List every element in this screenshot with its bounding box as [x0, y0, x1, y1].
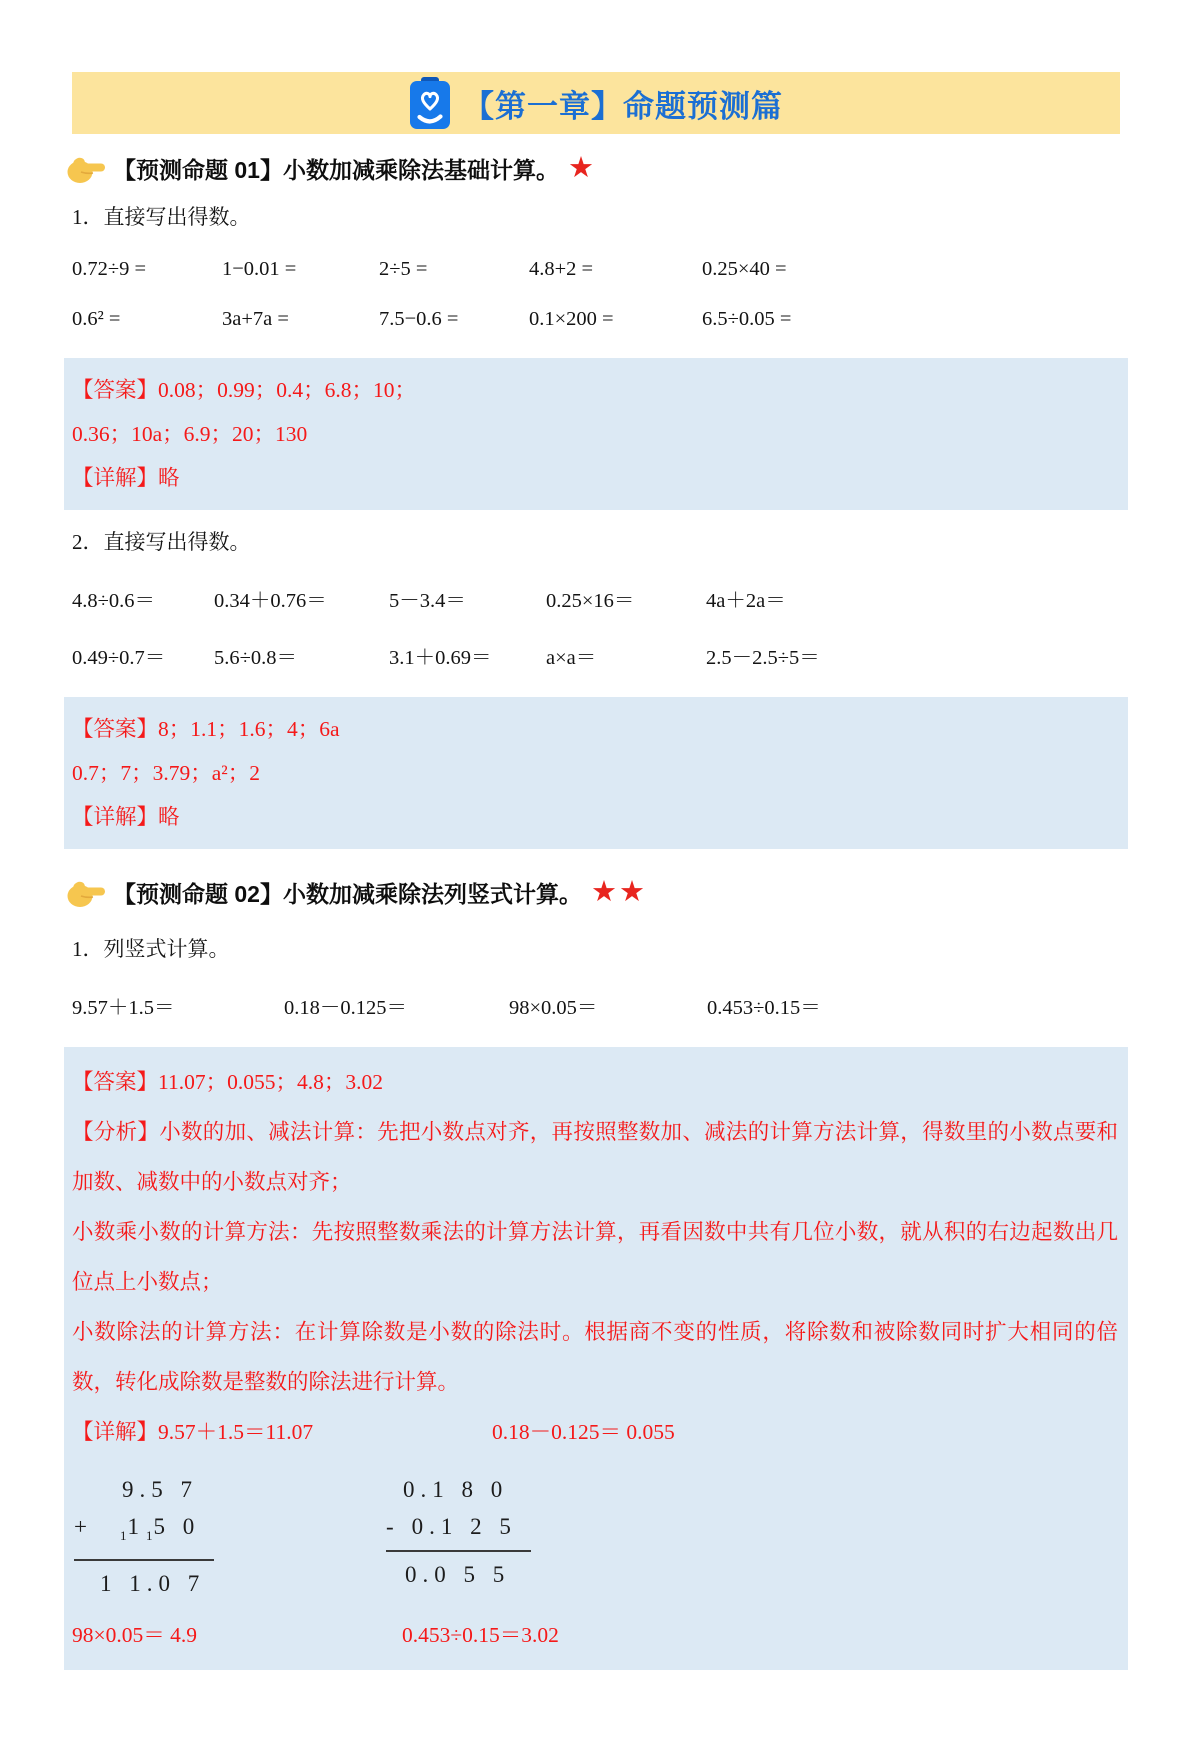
section-title: 【预测命题 02】小数加减乘除法列竖式计算。 [113, 880, 582, 907]
math-row [72, 258, 1120, 281]
math-expression: 0.453÷0.15＝ [707, 997, 821, 1019]
math-expression: 5－3.4＝ [389, 590, 466, 612]
vertical-addition-operands [74, 1471, 214, 1561]
sum-row: 1 1.0 7 [100, 1571, 206, 1596]
math-expression: 5.6÷0.8＝ [214, 647, 298, 669]
detail-label: 【详解】 [72, 1420, 159, 1444]
section-title: 【预测命题 01】小数加减乘除法基础计算。 [113, 156, 559, 183]
math-expression: 3.1＋0.69＝ [389, 647, 492, 669]
math-expression: 0.1×200 = [529, 308, 614, 330]
detail-equation: 98×0.05＝ 4.9 [72, 1623, 198, 1647]
math-row [72, 990, 1120, 1020]
pointing-right-hand-icon [66, 875, 106, 909]
subtrahend-digits: 0.1 2 5 [411, 1514, 517, 1539]
addend-row-with-carries [74, 1508, 200, 1554]
math-expression: 0.6² = [72, 308, 121, 330]
difficulty-star-icon: ★ [567, 151, 596, 184]
section-heading-01 [66, 151, 1120, 185]
plus-operator: + [74, 1514, 93, 1539]
math-expression: 0.49÷0.7＝ [72, 647, 166, 669]
math-expression: 4.8÷0.6＝ [72, 590, 156, 612]
addend-digit: 1 [127, 1514, 145, 1539]
answer-line: 【答案】11.07；0.055；4.8；3.02 [72, 1070, 383, 1094]
detail-line: 【详解】略 [72, 466, 180, 490]
question-title: 1．直接写出得数。 [72, 205, 251, 229]
math-expression: a×a＝ [546, 647, 597, 669]
math-expression: 2.5－2.5÷5＝ [706, 647, 820, 669]
addend-row: 9.5 7 [122, 1477, 198, 1502]
minus-operator: - [386, 1514, 400, 1539]
detail-equation: 0.18－0.125＝ 0.055 [492, 1420, 675, 1444]
math-row [72, 308, 1120, 331]
analysis-paragraph: 【分析】小数的加、减法计算：先把小数点对齐，再按照整数加、减法的计算方法计算，得数里的小数点要和加数、减数中的小数点对齐； [72, 1120, 1118, 1194]
carry-digit: 1 [119, 1528, 127, 1543]
chapter-title: 【第一章】命题预测篇 [463, 88, 783, 124]
math-expression: 0.25×40 = [702, 258, 787, 280]
difficulty-star-icon: ★★ [590, 875, 647, 908]
math-expression: 0.34＋0.76＝ [214, 590, 327, 612]
pointing-right-hand-icon [66, 151, 106, 185]
math-expression: 4.8+2 = [529, 258, 594, 280]
math-expression: 4a＋2a＝ [706, 590, 786, 612]
question-title: 1．列竖式计算。 [72, 937, 230, 961]
math-expression: 9.57＋1.5＝ [72, 997, 175, 1019]
math-row [72, 583, 1120, 613]
addend-digits: 5 0 [153, 1514, 201, 1539]
worksheet-content [0, 151, 1191, 1670]
math-expression: 0.72÷9 = [72, 258, 147, 280]
analysis-paragraph: 小数除法的计算方法：在计算除数是小数的除法时。根据商不变的性质，将除数和被除数同时扩大相同的倍数，转化成除数是整数的除法进行计算。 [72, 1320, 1118, 1394]
heart-hand-badge-icon [409, 76, 451, 130]
math-expression: 2÷5 = [379, 258, 428, 280]
detail-equation [72, 1407, 492, 1457]
math-expression: 0.25×16＝ [546, 590, 635, 612]
subtrahend-row [386, 1508, 517, 1545]
detail-equation-text: 9.57＋1.5＝11.07 [158, 1420, 314, 1444]
vertical-subtraction-operands [386, 1471, 531, 1552]
math-row [72, 640, 1120, 670]
analysis-paragraph: 小数乘小数的计算方法：先按照整数乘法的计算方法计算，再看因数中共有几位小数，就从积的右边起数出几位点上小数点； [72, 1220, 1118, 1294]
carry-digit: 1 [145, 1528, 153, 1543]
section-heading-02 [66, 875, 1120, 909]
answer-line: 【答案】8；1.1；1.6；4；6a [72, 717, 340, 741]
detail-equation: 0.453÷0.15＝3.02 [402, 1623, 559, 1647]
answer-block [64, 697, 1128, 849]
answer-line: 【答案】0.08；0.99；0.4；6.8；10； [72, 378, 417, 402]
math-expression: 3a+7a = [222, 308, 289, 330]
detail-line: 【详解】略 [72, 805, 180, 829]
math-expression: 6.5÷0.05 = [702, 308, 792, 330]
worksheet-page [0, 72, 1191, 1756]
detail-line [72, 1610, 1118, 1660]
difference-row: 0.0 5 5 [405, 1562, 511, 1587]
answer-block [64, 358, 1128, 510]
math-expression: 1−0.01 = [222, 258, 297, 280]
math-expression: 7.5−0.6 = [379, 308, 459, 330]
chapter-banner [72, 72, 1120, 134]
question-title: 2．直接写出得数。 [72, 530, 251, 554]
answer-line: 0.7；7；3.79；a²；2 [72, 761, 260, 785]
detail-line [72, 1407, 1118, 1457]
math-expression: 0.18－0.125＝ [284, 997, 407, 1019]
math-expression: 98×0.05＝ [509, 997, 598, 1019]
vertical-subtraction [386, 1471, 531, 1602]
minuend-row: 0.1 8 0 [403, 1477, 509, 1502]
answer-line: 0.36；10a；6.9；20；130 [72, 422, 308, 446]
vertical-calculations [72, 1471, 1118, 1602]
answer-block [64, 1047, 1128, 1670]
vertical-addition [74, 1471, 386, 1602]
